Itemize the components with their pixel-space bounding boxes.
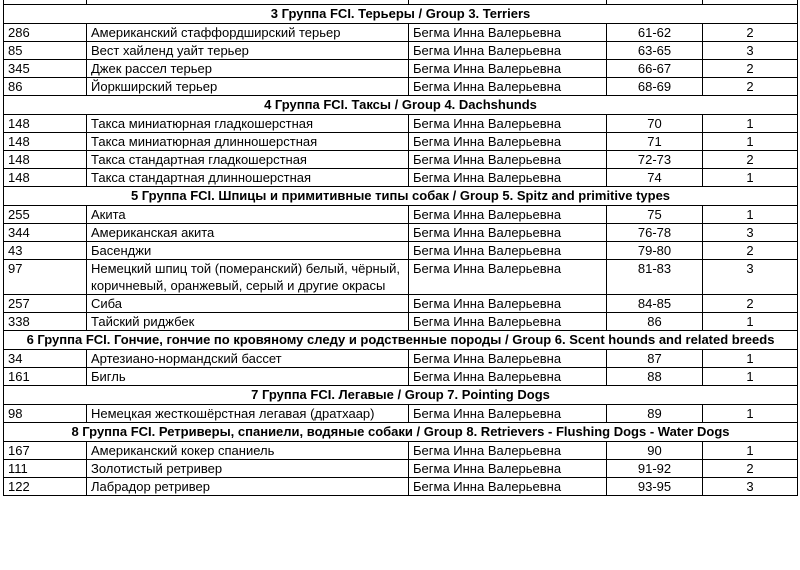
dog-count-cell: 1 bbox=[703, 133, 798, 151]
breed-id-cell: 167 bbox=[4, 442, 87, 460]
breed-name-cell: Артезиано-нормандский бассет bbox=[87, 350, 409, 368]
catalog-numbers-cell: 86 bbox=[607, 313, 703, 331]
judge-name-cell: Бегма Инна Валерьевна bbox=[409, 115, 607, 133]
table-row bbox=[4, 368, 798, 386]
dog-count-cell: 1 bbox=[703, 442, 798, 460]
dog-count-cell: 2 bbox=[703, 460, 798, 478]
table-row bbox=[4, 60, 798, 78]
dog-count-cell: 2 bbox=[703, 78, 798, 96]
catalog-numbers-cell: 84-85 bbox=[607, 295, 703, 313]
catalog-numbers-cell: 70 bbox=[607, 115, 703, 133]
breed-id-cell: 345 bbox=[4, 60, 87, 78]
breed-id-cell: 255 bbox=[4, 206, 87, 224]
judge-name-cell: Бегма Инна Валерьевна bbox=[409, 60, 607, 78]
group-header-row bbox=[4, 187, 798, 206]
breed-id-cell: 85 bbox=[4, 42, 87, 60]
breed-id-cell: 257 bbox=[4, 295, 87, 313]
judge-name-cell: Бегма Инна Валерьевна bbox=[409, 169, 607, 187]
breed-id-cell: 148 bbox=[4, 133, 87, 151]
dog-count-cell: 2 bbox=[703, 24, 798, 42]
breed-name-cell: Такса стандартная гладкошерстная bbox=[87, 151, 409, 169]
breed-name-cell: Вест хайленд уайт терьер bbox=[87, 42, 409, 60]
breed-name-cell: Акита bbox=[87, 206, 409, 224]
breed-judging-table bbox=[3, 0, 798, 496]
breed-id-cell: 111 bbox=[4, 460, 87, 478]
breed-id-cell: 148 bbox=[4, 151, 87, 169]
judge-name-cell: Бегма Инна Валерьевна bbox=[409, 260, 607, 295]
table-row bbox=[4, 460, 798, 478]
catalog-numbers-cell: 93-95 bbox=[607, 478, 703, 496]
breed-id-cell: 161 bbox=[4, 368, 87, 386]
table-row bbox=[4, 169, 798, 187]
breed-id-cell: 86 bbox=[4, 78, 87, 96]
judge-name-cell: Бегма Инна Валерьевна bbox=[409, 478, 607, 496]
catalog-numbers-cell: 87 bbox=[607, 350, 703, 368]
group-header-row bbox=[4, 96, 798, 115]
breed-name-cell: Йоркширский терьер bbox=[87, 78, 409, 96]
judge-name-cell: Бегма Инна Валерьевна bbox=[409, 242, 607, 260]
table-row bbox=[4, 442, 798, 460]
breed-name-cell: Сиба bbox=[87, 295, 409, 313]
group-title: 6 Группа FCI. Гончие, гончие по кровяному следу и родственные породы / Group 6. Scent hounds and related breeds bbox=[4, 331, 798, 350]
breed-name-cell: Джек рассел терьер bbox=[87, 60, 409, 78]
catalog-numbers-cell: 76-78 bbox=[607, 224, 703, 242]
table-row bbox=[4, 260, 798, 295]
group-title: 7 Группа FCI. Легавые / Group 7. Pointing Dogs bbox=[4, 386, 798, 405]
catalog-numbers-cell: 88 bbox=[607, 368, 703, 386]
table-row bbox=[4, 133, 798, 151]
catalog-numbers-cell: 74 bbox=[607, 169, 703, 187]
dog-count-cell: 3 bbox=[703, 260, 798, 295]
table-row bbox=[4, 151, 798, 169]
catalog-numbers-cell: 89 bbox=[607, 405, 703, 423]
breed-id-cell: 148 bbox=[4, 115, 87, 133]
table-row bbox=[4, 405, 798, 423]
table-row bbox=[4, 295, 798, 313]
catalog-numbers-cell: 81-83 bbox=[607, 260, 703, 295]
dog-count-cell: 1 bbox=[703, 350, 798, 368]
dog-count-cell: 3 bbox=[703, 478, 798, 496]
breed-id-cell: 97 bbox=[4, 260, 87, 295]
group-header-row bbox=[4, 5, 798, 24]
table-body bbox=[4, 0, 798, 496]
dog-count-cell: 1 bbox=[703, 115, 798, 133]
catalog-numbers-cell: 90 bbox=[607, 442, 703, 460]
judge-name-cell: Бегма Инна Валерьевна bbox=[409, 405, 607, 423]
table-row bbox=[4, 224, 798, 242]
table-row bbox=[4, 206, 798, 224]
judge-name-cell: Бегма Инна Валерьевна bbox=[409, 206, 607, 224]
catalog-numbers-cell: 66-67 bbox=[607, 60, 703, 78]
group-title: 8 Группа FCI. Ретриверы, спаниели, водяные собаки / Group 8. Retrievers - Flushing Dogs - Water Dogs bbox=[4, 423, 798, 442]
group-header-row bbox=[4, 386, 798, 405]
dog-count-cell: 1 bbox=[703, 313, 798, 331]
dog-count-cell: 1 bbox=[703, 169, 798, 187]
dog-count-cell: 1 bbox=[703, 206, 798, 224]
catalog-numbers-cell: 75 bbox=[607, 206, 703, 224]
catalog-numbers-cell: 61-62 bbox=[607, 24, 703, 42]
dog-count-cell: 3 bbox=[703, 42, 798, 60]
breed-id-cell: 286 bbox=[4, 24, 87, 42]
breed-id-cell: 98 bbox=[4, 405, 87, 423]
catalog-numbers-cell: 63-65 bbox=[607, 42, 703, 60]
judge-name-cell: Бегма Инна Валерьевна bbox=[409, 295, 607, 313]
breed-name-cell: Немецкий шпиц той (померанский) белый, чёрный, коричневый, оранжевый, серый и другие окрасы bbox=[87, 260, 409, 295]
breed-id-cell: 122 bbox=[4, 478, 87, 496]
table-row bbox=[4, 24, 798, 42]
table-row bbox=[4, 478, 798, 496]
table-row bbox=[4, 313, 798, 331]
catalog-numbers-cell: 68-69 bbox=[607, 78, 703, 96]
judge-name-cell: Бегма Инна Валерьевна bbox=[409, 460, 607, 478]
dog-count-cell: 2 bbox=[703, 60, 798, 78]
judge-name-cell: Бегма Инна Валерьевна bbox=[409, 224, 607, 242]
group-title: 5 Группа FCI. Шпицы и примитивные типы собак / Group 5. Spitz and primitive types bbox=[4, 187, 798, 206]
catalog-numbers-cell: 79-80 bbox=[607, 242, 703, 260]
breed-name-cell: Тайский риджбек bbox=[87, 313, 409, 331]
dog-count-cell: 2 bbox=[703, 151, 798, 169]
judge-name-cell: Бегма Инна Валерьевна bbox=[409, 42, 607, 60]
breed-id-cell: 34 bbox=[4, 350, 87, 368]
breed-name-cell: Американский кокер спаниель bbox=[87, 442, 409, 460]
dog-count-cell: 1 bbox=[703, 405, 798, 423]
breed-name-cell: Золотистый ретривер bbox=[87, 460, 409, 478]
group-title: 3 Группа FCI. Терьеры / Group 3. Terriers bbox=[4, 5, 798, 24]
dog-count-cell: 2 bbox=[703, 242, 798, 260]
judge-name-cell: Бегма Инна Валерьевна bbox=[409, 133, 607, 151]
breed-name-cell: Басенджи bbox=[87, 242, 409, 260]
group-header-row bbox=[4, 331, 798, 350]
catalog-numbers-cell: 72-73 bbox=[607, 151, 703, 169]
breed-name-cell: Такса миниатюрная длинношерстная bbox=[87, 133, 409, 151]
breed-name-cell: Такса стандартная длинношерстная bbox=[87, 169, 409, 187]
breed-id-cell: 148 bbox=[4, 169, 87, 187]
breed-id-cell: 43 bbox=[4, 242, 87, 260]
table-row bbox=[4, 78, 798, 96]
table-row bbox=[4, 350, 798, 368]
dog-count-cell: 2 bbox=[703, 295, 798, 313]
table-row bbox=[4, 242, 798, 260]
judge-name-cell: Бегма Инна Валерьевна bbox=[409, 350, 607, 368]
breed-name-cell: Лабрадор ретривер bbox=[87, 478, 409, 496]
breed-id-cell: 344 bbox=[4, 224, 87, 242]
judge-name-cell: Бегма Инна Валерьевна bbox=[409, 24, 607, 42]
group-title: 4 Группа FCI. Таксы / Group 4. Dachshunds bbox=[4, 96, 798, 115]
breed-name-cell: Американская акита bbox=[87, 224, 409, 242]
breed-name-cell: Немецкая жесткошёрстная легавая (дратхаар) bbox=[87, 405, 409, 423]
breed-id-cell: 338 bbox=[4, 313, 87, 331]
judge-name-cell: Бегма Инна Валерьевна bbox=[409, 442, 607, 460]
judge-name-cell: Бегма Инна Валерьевна bbox=[409, 313, 607, 331]
dog-count-cell: 1 bbox=[703, 368, 798, 386]
judge-name-cell: Бегма Инна Валерьевна bbox=[409, 151, 607, 169]
table-row bbox=[4, 42, 798, 60]
breed-name-cell: Такса миниатюрная гладкошерстная bbox=[87, 115, 409, 133]
breed-name-cell: Американский стаффордширский терьер bbox=[87, 24, 409, 42]
breed-name-cell: Бигль bbox=[87, 368, 409, 386]
table-row bbox=[4, 115, 798, 133]
catalog-numbers-cell: 91-92 bbox=[607, 460, 703, 478]
dog-count-cell: 3 bbox=[703, 224, 798, 242]
catalog-numbers-cell: 71 bbox=[607, 133, 703, 151]
group-header-row bbox=[4, 423, 798, 442]
judge-name-cell: Бегма Инна Валерьевна bbox=[409, 78, 607, 96]
judge-name-cell: Бегма Инна Валерьевна bbox=[409, 368, 607, 386]
